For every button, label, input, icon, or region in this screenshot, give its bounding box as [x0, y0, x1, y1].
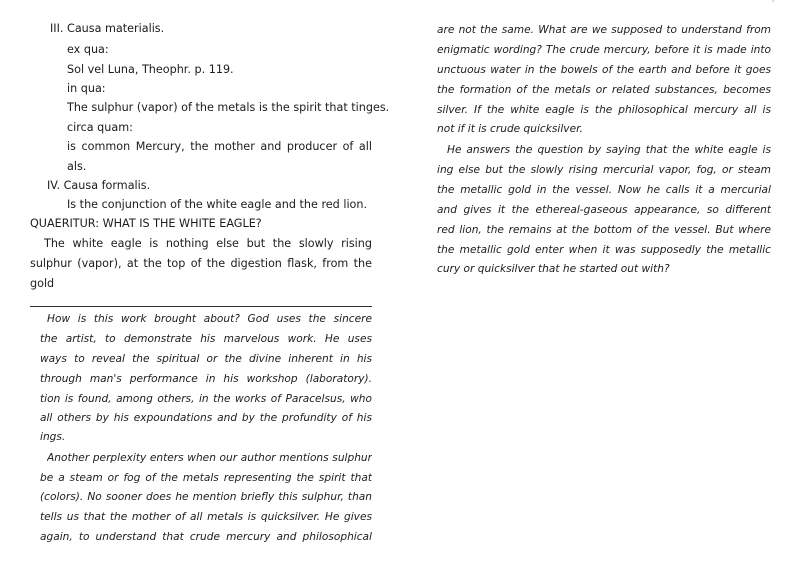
commentary-line: unctuous water in the bowels of the earth and before it goes: [437, 64, 771, 76]
text-line: als.: [67, 160, 87, 173]
commentary-line: the artist, to demonstrate his marvelous work. He uses: [40, 333, 372, 345]
commentary-line: not if it is crude quicksilver.: [437, 123, 583, 135]
text-line: gold: [30, 277, 55, 290]
text-line: The sulphur (vapor) of the metals is the spirit that tinges.: [67, 101, 390, 114]
commentary-line: Another perplexity enters when our author mentions sulphur: [47, 452, 372, 464]
commentary-line: ing else but the slowly rising mercurial vapor, fog, or steam: [437, 164, 771, 176]
text-line: circa quam:: [67, 121, 133, 134]
commentary-line: He answers the question by saying that the white eagle is: [447, 144, 771, 156]
commentary-line: silver. If the white eagle is the philosophical mercury all is: [437, 104, 771, 116]
commentary-line: tion is found, among others, in the works of Paracelsus, who: [40, 393, 372, 405]
text-line: ex qua:: [67, 43, 109, 56]
text-line: sulphur (vapor), at the top of the digestion flask, from the: [30, 257, 372, 270]
text-line: The white eagle is nothing else but the slowly rising: [44, 237, 372, 250]
commentary-line: the metallic gold in the vessel. Now he calls it a mercurial: [437, 184, 771, 196]
commentary-line: the formation of the metals or related substances, becomes: [437, 84, 771, 96]
commentary-line: through man's performance in his workshop (laboratory).: [40, 373, 372, 385]
commentary-line: tells us that the mother of all metals is quicksilver. He gives: [40, 511, 372, 523]
text-line: III. Causa materialis.: [50, 22, 165, 35]
commentary-line: ways to reveal the spiritual or the divine inherent in his: [40, 353, 372, 365]
commentary-line: the metallic gold enter when it was supposedly the metallic: [437, 244, 771, 256]
page-corner-fold: [772, 0, 800, 24]
text-line: in qua:: [67, 82, 106, 95]
text-line: Is the conjunction of the white eagle and the red lion.: [67, 198, 368, 211]
commentary-line: and gives it the ethereal-gaseous appearance, so different: [437, 204, 771, 216]
text-line: is common Mercury, the mother and producer of all: [67, 140, 372, 153]
text-line: IV. Causa formalis.: [47, 179, 151, 192]
commentary-line: be a steam or fog of the metals representing the spirit that: [40, 472, 372, 484]
commentary-line: (colors). No sooner does he mention briefly this sulphur, than: [40, 491, 372, 503]
separator-rule: [30, 306, 372, 307]
section-heading: QUAERITUR: WHAT IS THE WHITE EAGLE?: [30, 217, 262, 230]
text-line: Sol vel Luna, Theophr. p. 119.: [67, 63, 234, 76]
commentary-line: red lion, the remains at the bottom of the vessel. But where: [437, 224, 771, 236]
commentary-line: ings.: [40, 431, 66, 443]
commentary-line: How is this work brought about? God uses the sincere: [47, 313, 372, 325]
commentary-line: cury or quicksilver that he started out with?: [437, 263, 670, 275]
commentary-line: again, to understand that crude mercury and philosophical: [40, 531, 372, 543]
commentary-line: enigmatic wording? The crude mercury, before it is made into: [437, 44, 771, 56]
commentary-line: are not the same. What are we supposed to understand from: [437, 24, 771, 36]
commentary-line: all others by his expoundations and by the profundity of his: [40, 412, 372, 424]
